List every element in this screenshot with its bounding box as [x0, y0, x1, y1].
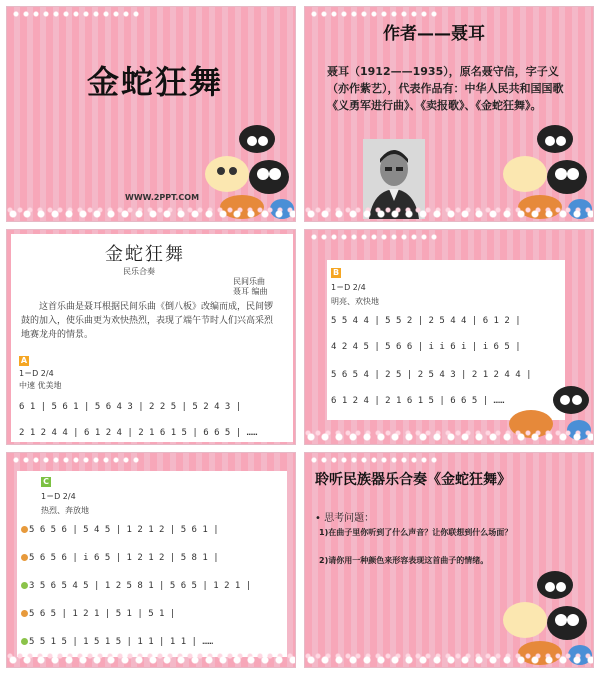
key-signature: 1＝D 2/4 [41, 492, 76, 501]
score-title: 金蛇狂舞 [105, 244, 185, 265]
notation-row-3: 5 6 5 4 | 2 5 | 2 5 4 3 | 2 1 2 4 4 | [331, 370, 532, 380]
score-intro: 这首乐曲是聂耳根据民间乐曲《倒八板》改编而成，民间锣鼓的加入，使乐曲更为欢快热烈，表现了端午节时人们兴高采烈地赛龙舟的情景。 [21, 302, 274, 340]
notation-row-1: 5 5 4 4 | 5 5 2 | 2 5 4 4 | 6 1 2 | [331, 316, 521, 326]
notation-row-2: 4 2 4 5 | 5 6 6 | i i 6 i | i 6 5 | [331, 342, 521, 352]
key-signature: 1＝D 2/4 [19, 369, 54, 378]
score-credit-2: 聂耳 编曲 [233, 287, 268, 296]
slide-6-thumbnail[interactable] [304, 452, 594, 668]
question-2: 2)请你用一种颜色来形容表现这首曲子的情绪。 [319, 556, 489, 565]
section-label-b: B [332, 268, 340, 277]
flower-border-top [11, 455, 141, 465]
flower-border-bottom [7, 207, 295, 221]
score-subtitle: 民乐合奏 [123, 267, 155, 276]
slide-2-thumbnail[interactable] [304, 6, 594, 222]
flower-border-bottom [7, 653, 295, 667]
slide-1-thumbnail[interactable] [6, 6, 296, 222]
watermark-text: WWW.2PPT.COM [125, 193, 200, 202]
notation-row-4: 6 1 2 4 | 2 1 6 1 5 | 6 6 5 | …… [331, 396, 505, 406]
flower-border-top [309, 455, 439, 465]
slide-1-title: 金蛇狂舞 [87, 63, 224, 101]
notation-row-2: 5 6 5 6 | i 6 5 | 1 2 1 2 | 5 8 1 | [21, 553, 219, 563]
notation-row-5: 5 5 1 5 | 1 5 1 5 | 1 1 | 1 1 | …… [21, 637, 213, 647]
slide-4-thumbnail[interactable] [304, 229, 594, 445]
slide-3-thumbnail[interactable] [6, 229, 296, 445]
question-heading: • 思考问题： [315, 513, 375, 524]
notation-row-2: 2 1 2 4 4 | 6 1 2 4 | 2 1 6 1 5 | 6 6 5 | …… [19, 428, 258, 438]
tempo-marking: 热烈、奔放地 [41, 506, 89, 515]
author-bio: 聂耳（1912——1935），原名聂守信，字子义（亦作紫艺），代表作品有：中华人民共和国国歌《义勇军进行曲》、《卖报歌》、《金蛇狂舞》。 [327, 65, 564, 112]
cartoon-characters-icon [495, 119, 594, 219]
slide-6-title: 聆听民族器乐合奏《金蛇狂舞》 [315, 472, 511, 488]
notation-row-1: 6 1 | 5 6 1 | 5 6 4 3 | 2 2 5 | 5 2 4 3 | [19, 402, 242, 412]
flower-border-bottom [305, 207, 593, 221]
key-signature: 1＝D 2/4 [331, 283, 366, 292]
cartoon-characters-icon [495, 565, 594, 665]
notation-row-4: 5 6 5 | 1 2 1 | 5 1 | 5 1 | [21, 609, 175, 619]
flower-border-bottom [305, 430, 593, 444]
section-label-a: A [20, 356, 28, 365]
notation-row-1: 5 6 5 6 | 5 4 5 | 1 2 1 2 | 5 6 1 | [21, 525, 219, 535]
section-label-c: C [41, 477, 51, 487]
flower-border-bottom [305, 653, 593, 667]
flower-border-top [11, 9, 141, 19]
slide-2-title: 作者——聂耳 [383, 24, 485, 44]
tempo-marking: 明亮、欢快地 [331, 297, 379, 306]
flower-border-top [309, 232, 439, 242]
cartoon-characters-icon [197, 119, 296, 219]
tempo-marking: 中速 优美地 [19, 381, 62, 390]
question-1: 1)在曲子里你听到了什么声音？让你联想到什么场面？ [319, 528, 513, 537]
score-credit-1: 民间乐曲 [233, 277, 265, 286]
slide-5-thumbnail[interactable] [6, 452, 296, 668]
notation-row-3: 3 5 6 5 4 5 | 1 2 5 8 1 | 5 6 5 | 1 2 1 | [21, 581, 251, 591]
flower-border-top [309, 9, 439, 19]
